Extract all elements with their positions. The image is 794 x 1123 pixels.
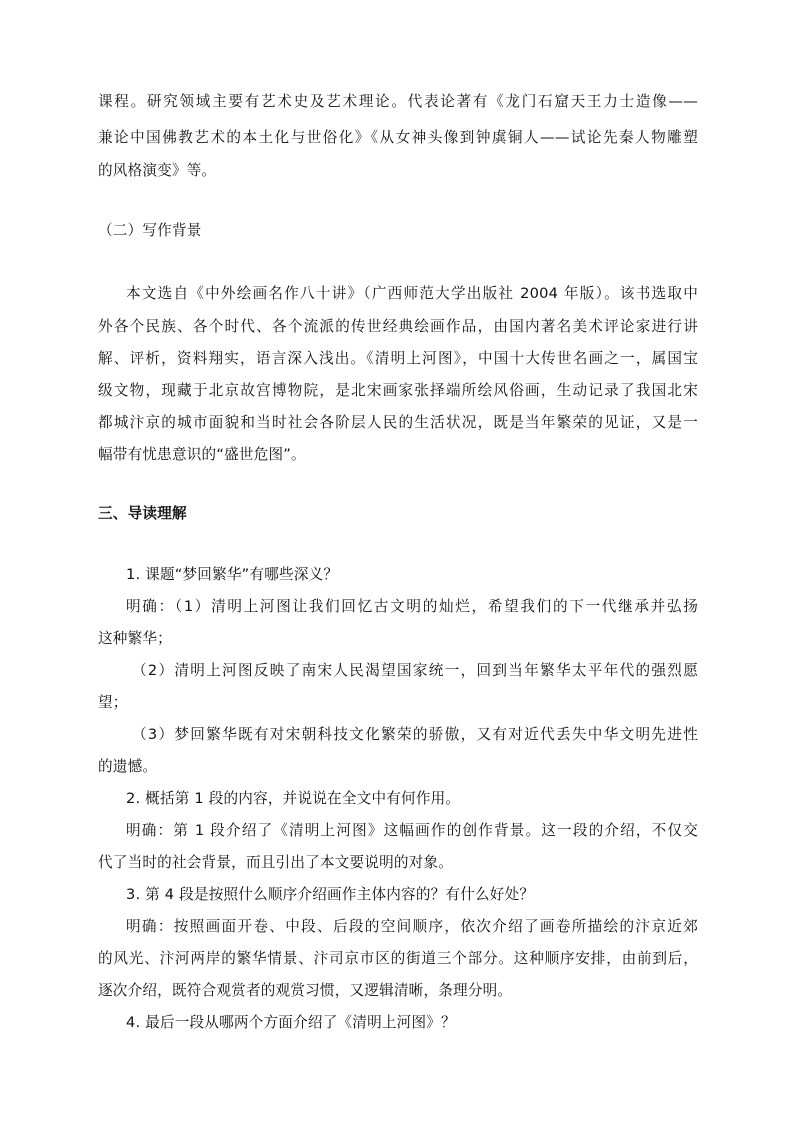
text-line: 外各个民族、各个时代、各个流派的传世经典绘画作品，由国内著名美术评论家进行讲: [98, 318, 698, 335]
text-line: 幅带有忧患意识的“盛世危图”。: [98, 446, 306, 463]
text-line: 级文物，现藏于北京故宫博物院，是北宋画家张择端所绘风俗画，生动记录了我国北宋: [98, 382, 698, 399]
answer-line: 望；: [98, 694, 128, 711]
answer-line: 逐次介绍，既符合观赏者的观赏习惯，又逻辑清晰，条理分明。: [98, 982, 513, 999]
answer-line: 明确：（1）清明上河图让我们回忆古文明的灿烂，希望我们的下一代继承并弘扬: [126, 598, 698, 615]
text-line: 解、评析，资料翔实，语言深入浅出。《清明上河图》，中国十大传世名画之一，属国宝: [98, 350, 698, 367]
answer-line: 代了当时的社会背景，而且引出了本文要说明的对象。: [98, 854, 454, 871]
answer-line: 明确：按照画面开卷、中段、后段的空间顺序，依次介绍了画卷所描绘的汴京近郊: [126, 918, 698, 935]
question-line: 1. 课题“梦回繁华”有哪些深义？: [126, 566, 339, 583]
answer-line: 这种繁华；: [98, 630, 172, 647]
answer-line: 的遗憾。: [98, 758, 158, 775]
answer-line: 明确：第 1 段介绍了《清明上河图》这幅画作的创作背景。这一段的介绍，不仅交: [126, 822, 698, 839]
question-line: 2. 概括第 1 段的内容，并说说在全文中有何作用。: [126, 790, 461, 807]
question-line: 4. 最后一段从哪两个方面介绍了《清明上河图》？: [126, 1014, 456, 1031]
answer-line: （2）清明上河图反映了南宋人民渴望国家统一，回到当年繁华太平年代的强烈愿: [132, 662, 698, 679]
text-line: 都城汴京的城市面貌和当时社会各阶层人民的生活状况，既是当年繁荣的见证，又是一: [98, 414, 698, 431]
text-line: 的风格演变》等。: [98, 162, 217, 179]
answer-line: 的风光、汴河两岸的繁华情景、汴司京市区的街道三个部分。这种顺序安排，由前到后，: [98, 950, 698, 967]
answer-line: （3）梦回繁华既有对宋朝科技文化繁荣的骄傲，又有对近代丢失中华文明先进性: [132, 726, 698, 743]
text-line: 兼论中国佛教艺术的本土化与世俗化》《从女神头像到钟虡铜人——试论先秦人物雕塑: [98, 129, 698, 146]
question-line: 3. 第 4 段是按照什么顺序介绍画作主体内容的？有什么好处？: [126, 886, 535, 903]
text-line: 课程。研究领域主要有艺术史及艺术理论。代表论著有《龙门石窟天王力士造像——: [98, 93, 698, 110]
text-line: 本文选自《中外绘画名作八十讲》（广西师范大学出版社 2004 年版）。该书选取中: [126, 285, 698, 302]
section-subheading: （二）写作背景: [98, 222, 202, 239]
section-heading: 三、导读理解: [98, 505, 187, 522]
